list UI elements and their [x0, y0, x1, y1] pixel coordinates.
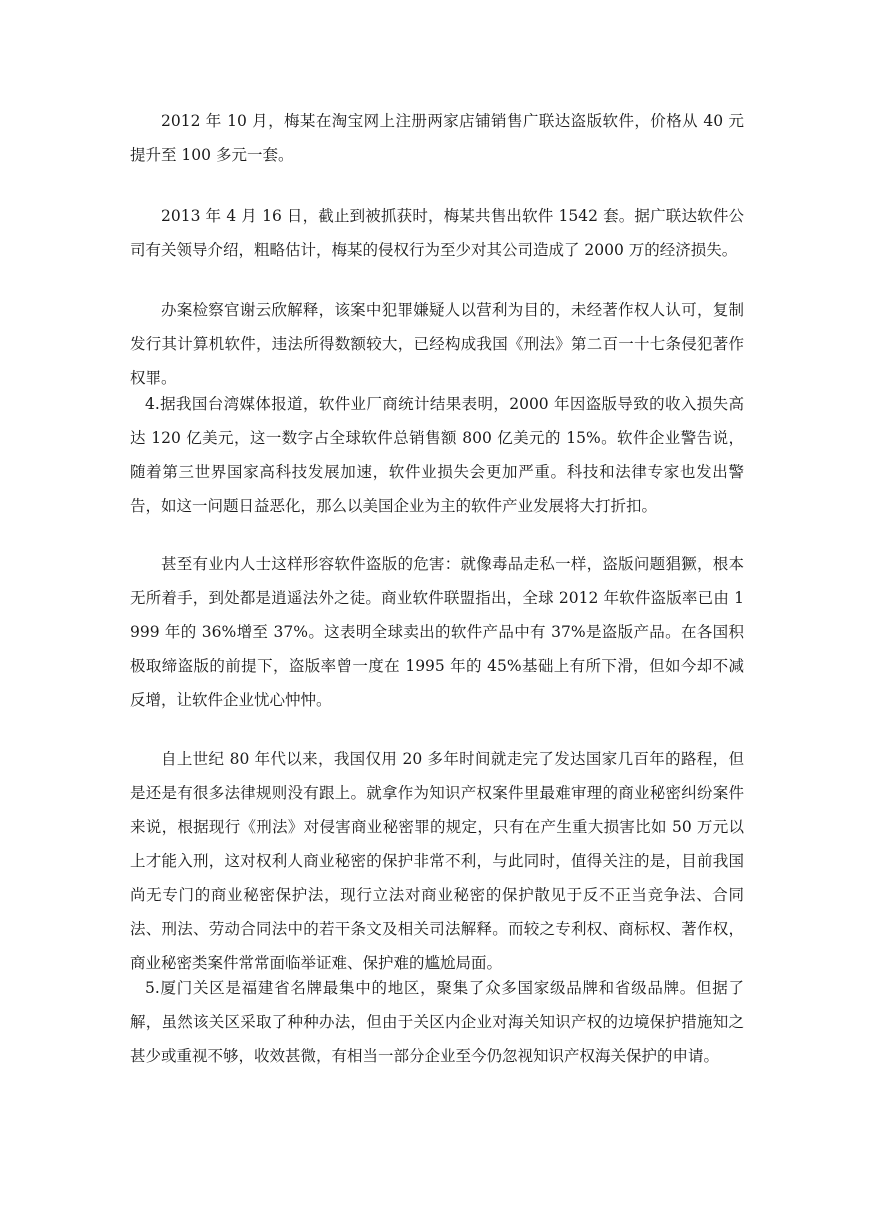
paragraph-2: 2013 年 4 月 16 日，截止到被抓获时，梅某共售出软件 1542 套。据广联达软件公司有关领导介绍，粗略估计，梅某的侵权行为至少对其公司造成了 2000 万的经济损失。 [130, 207, 744, 259]
paragraph-3: 办案检察官谢云欣解释，该案中犯罪嫌疑人以营利为目的，未经著作权人认可，复制发行其计算机软件，违法所得数额较大，已经构成我国《刑法》第二百一十七条侵犯著作权罪。 [130, 301, 744, 387]
paragraph-7: 5.厦门关区是福建省名牌最集中的地区，聚集了众多国家级品牌和省级品牌。但据了解，虽然该关区采取了种种办法，但由于关区内企业对海关知识产权的边境保护措施知之甚少或重视不够，收效甚微，有相当一部分企业至今仍忽视知识产权海关保护的申请。 [130, 979, 744, 1065]
paragraph-5: 甚至有业内人士这样形容软件盗版的危害：就像毒品走私一样，盗版问题猖獗，根本无所着手，到处都是逍遥法外之徒。商业软件联盟指出，全球 2012 年软件盗版率已由 1999 年的 36%增至 37%。这表明全球卖出的软件产品中有 37%是盗版产品。在各国积极取缔盗版的前提下，盗版率曾一度在 1995 年的 45%基础上有所下滑，但如今却不减反增，让软件企业忧心忡忡。 [130, 555, 744, 709]
paragraph-1: 2012 年 10 月，梅某在淘宝网上注册两家店铺销售广联达盗版软件，价格从 40 元提升至 100 多元一套。 [130, 112, 744, 164]
paragraph-4: 4.据我国台湾媒体报道，软件业厂商统计结果表明，2000 年因盗版导致的收入损失高达 120 亿美元，这一数字占全球软件总销售额 800 亿美元的 15%。软件企业警告说，随着第三世界国家高科技发展加速，软件业损失会更加严重。科技和法律专家也发出警告，如这一问题日益恶化，那么以美国企业为主的软件产业发展将大打折扣。 [130, 395, 744, 515]
paragraph-6: 自上世纪 80 年代以来，我国仅用 20 多年时间就走完了发达国家几百年的路程，但是还是有很多法律规则没有跟上。就拿作为知识产权案件里最难审理的商业秘密纠纷案件来说，根据现行《刑法》对侵害商业秘密罪的规定，只有在产生重大损害比如 50 万元以上才能入刑，这对权利人商业秘密的保护非常不利，与此同时，值得关注的是，目前我国尚无专门的商业秘密保护法，现行立法对商业秘密的保护散见于反不正当竞争法、合同法、刑法、劳动合同法中的若干条文及相关司法解释。而较之专利权、商标权、著作权，商业秘密类案件常常面临举证难、保护难的尴尬局面。 [130, 750, 744, 972]
